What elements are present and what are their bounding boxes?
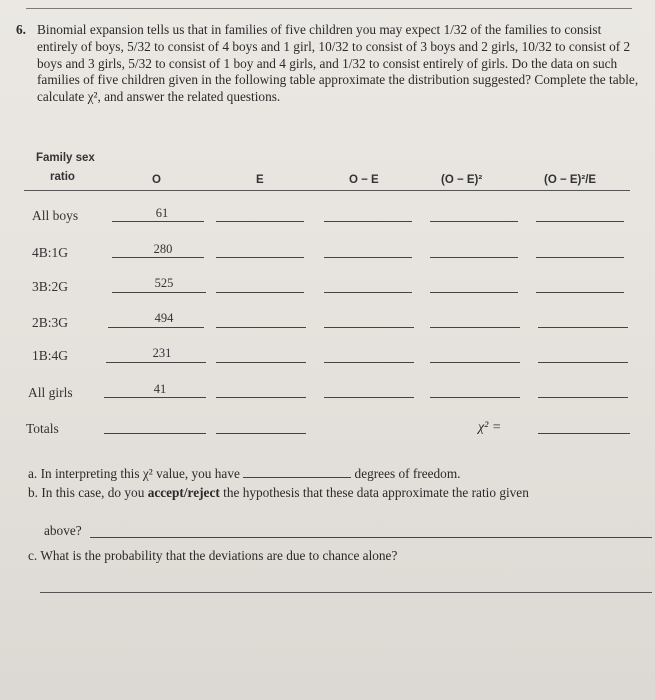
blank-o-minus-e-all-boys[interactable] xyxy=(324,221,412,222)
row-label-3b2g: 3B:2G xyxy=(32,279,69,294)
header-chi-component: (O − E)²/E xyxy=(544,174,597,186)
row-label-all-boys: All boys xyxy=(32,208,79,223)
blank-o-all-boys xyxy=(112,221,204,222)
header-ratio: ratio xyxy=(50,171,75,183)
blank-e-1b4g[interactable] xyxy=(216,362,306,363)
blank-e-3b2g[interactable] xyxy=(216,292,304,293)
blank-o-minus-e-4b1g[interactable] xyxy=(324,257,412,258)
top-rule xyxy=(26,8,632,9)
blank-o-minus-e-2b3g[interactable] xyxy=(324,327,414,328)
question-b-suffix: the hypothesis that these data approximate the ratio given xyxy=(223,485,529,500)
blank-o-1b4g xyxy=(106,362,206,363)
header-expected: E xyxy=(256,174,264,186)
row-label-2b3g: 2B:3G xyxy=(32,315,69,330)
question-a-prefix: a. xyxy=(28,466,38,481)
question-c xyxy=(28,548,397,564)
blank-chi-2b3g[interactable] xyxy=(538,327,628,328)
blank-o-2b3g xyxy=(108,327,204,328)
blank-total-e[interactable] xyxy=(216,433,306,434)
question-c-text: What is the probability that the deviations are due to chance alone? xyxy=(40,548,398,563)
blank-chi-3b2g[interactable] xyxy=(536,292,624,293)
header-observed: O xyxy=(152,174,161,186)
accept-reject-choice: accept/reject xyxy=(147,485,220,500)
blank-sq-all-girls[interactable] xyxy=(430,397,520,398)
problem-statement xyxy=(16,22,640,106)
question-b-text: In this case, do you xyxy=(41,485,145,500)
question-a-suffix: degrees of freedom. xyxy=(354,466,461,481)
question-b xyxy=(28,485,655,501)
question-b-continued: above? xyxy=(44,523,82,538)
question-b-answer-line[interactable] xyxy=(90,537,652,538)
observed-4b1g: 280 xyxy=(153,242,173,256)
blank-e-2b3g[interactable] xyxy=(216,327,306,328)
blank-e-all-girls[interactable] xyxy=(216,397,306,398)
blank-chi-all-boys[interactable] xyxy=(536,221,624,222)
blank-e-4b1g[interactable] xyxy=(216,257,304,258)
question-c-prefix: c. xyxy=(28,548,38,563)
blank-chi-all-girls[interactable] xyxy=(538,397,628,398)
row-label-1b4g: 1B:4G xyxy=(32,348,69,363)
chi-square-label: χ² = xyxy=(478,420,502,435)
blank-o-3b2g xyxy=(112,292,206,293)
question-a xyxy=(28,466,461,482)
header-o-minus-e: O − E xyxy=(349,174,379,186)
blank-o-all-girls xyxy=(104,397,206,398)
blank-sq-1b4g[interactable] xyxy=(430,362,520,363)
blank-sq-all-boys[interactable] xyxy=(430,221,518,222)
observed-1b4g: 231 xyxy=(152,346,172,360)
totals-label: Totals xyxy=(26,421,59,436)
header-divider xyxy=(24,190,630,191)
blank-chi-1b4g[interactable] xyxy=(538,362,628,363)
blank-chi-4b1g[interactable] xyxy=(536,257,624,258)
degrees-of-freedom-blank[interactable] xyxy=(243,466,351,478)
observed-all-boys: 61 xyxy=(155,206,169,220)
blank-sq-4b1g[interactable] xyxy=(430,257,518,258)
observed-2b3g: 494 xyxy=(154,311,174,325)
blank-o-4b1g xyxy=(112,257,204,258)
problem-text: Binomial expansion tells us that in families of five children you may expect 1/32 of the families to consist entirely of boys, 5/32 to consist of 4 boys and 1 girl, 10/32 to consist of 3 boys and 2 girls, 10/32 to consist of 2 boys and 3 girls, 5/32 to consist of 1 boy and 4 girls, and 1/32 to consist entirely of girls. Do the data on such families of five children given in the following table approximate the distribution suggested? Complete the table, calculate χ², and answer the related questions. xyxy=(37,22,639,105)
row-label-all-girls: All girls xyxy=(28,385,73,400)
blank-sq-2b3g[interactable] xyxy=(430,327,520,328)
blank-o-minus-e-3b2g[interactable] xyxy=(324,292,412,293)
observed-all-girls: 41 xyxy=(153,382,167,396)
question-a-text: In interpreting this χ² value, you have xyxy=(40,466,240,481)
problem-number: 6. xyxy=(16,22,26,37)
blank-sq-3b2g[interactable] xyxy=(430,292,518,293)
header-o-minus-e-squared: (O − E)² xyxy=(441,174,483,186)
question-c-answer-line[interactable] xyxy=(40,592,652,593)
question-b-prefix: b. xyxy=(28,485,38,500)
header-family-sex: Family sex xyxy=(36,152,95,164)
blank-o-minus-e-1b4g[interactable] xyxy=(324,362,414,363)
blank-e-all-boys[interactable] xyxy=(216,221,304,222)
row-label-4b1g: 4B:1G xyxy=(32,245,69,260)
blank-chi-square-total[interactable] xyxy=(538,433,630,434)
observed-3b2g: 525 xyxy=(154,276,174,290)
blank-total-o[interactable] xyxy=(104,433,206,434)
blank-o-minus-e-all-girls[interactable] xyxy=(324,397,414,398)
